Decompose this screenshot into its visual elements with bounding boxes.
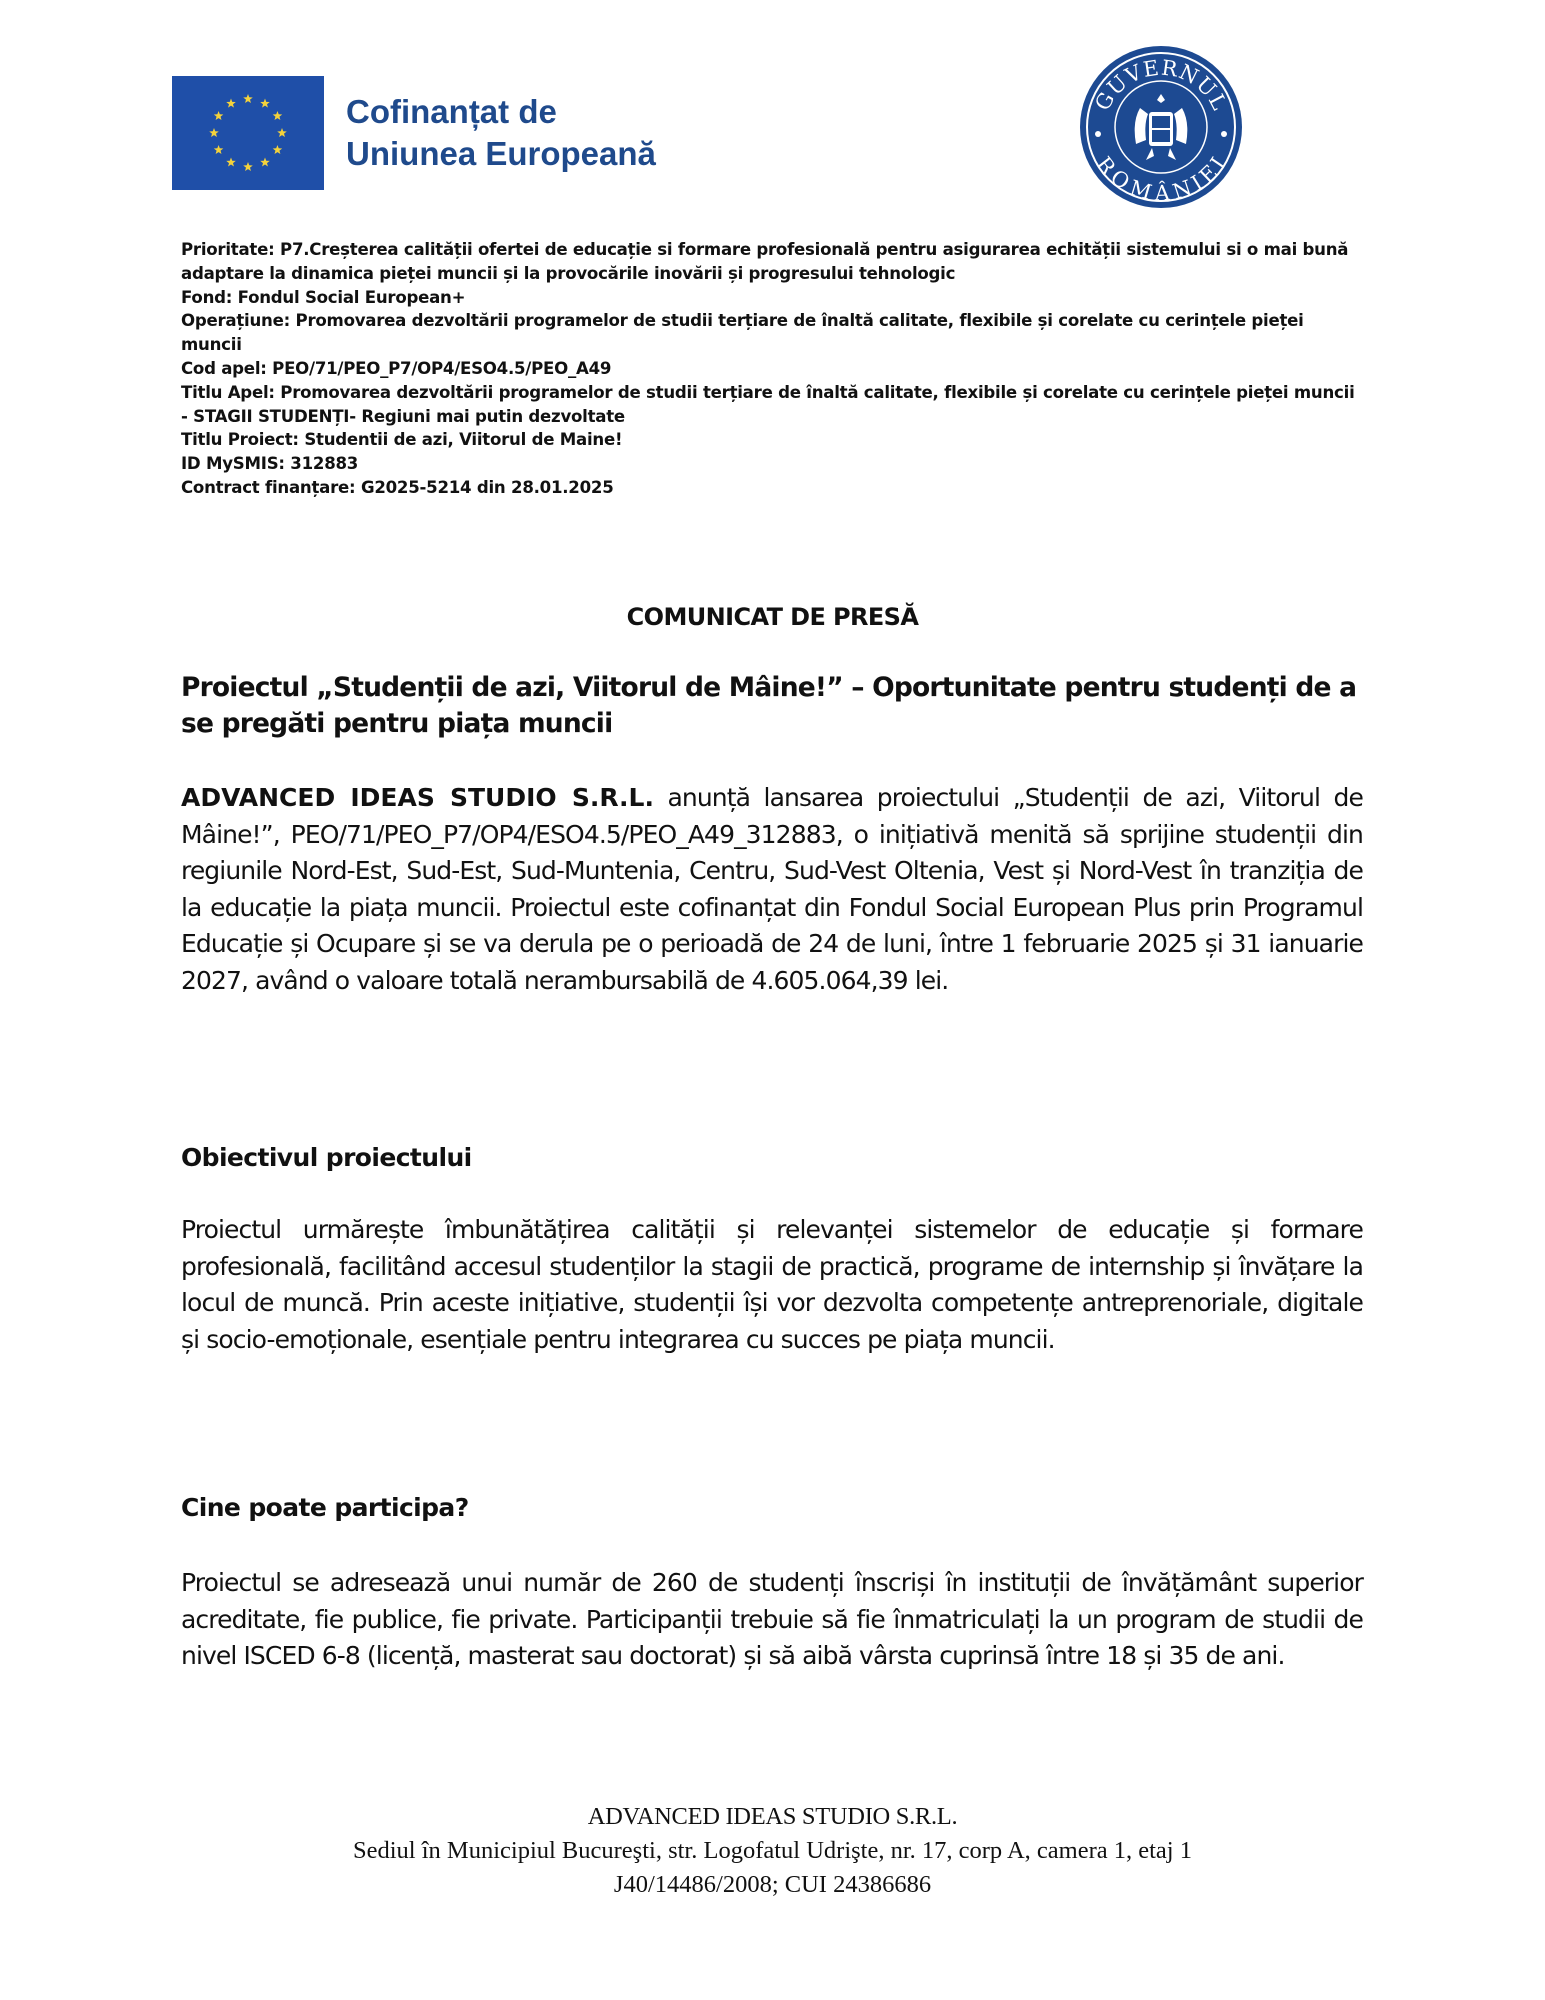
intro-text: anunță lansarea proiectului „Studenții de azi, Viitorul de Mâine!”, PEO/71/PEO_P7/OP4/ESO4.5/PEO_A49_312883, o inițiativă menită să sprijine studenții din regiunile Nord-Est, Sud-Est, Sud-Muntenia, Centru, Sud-Vest Oltenia, Vest și Nord-Vest în tranziția de la educație la piața muncii. Proiectul este cofinanțat din Fondul Social European Plus prin Programul Educație și Ocupare și se va derula pe o perioadă de 24 de luni, între 1 februarie 2025 și 31 ianuarie 2027, având o valoare totală nerambursabilă de 4.605.064,39 lei. — [181, 783, 1363, 995]
eu-logo-line1: Cofinanțat de — [346, 93, 557, 130]
meta-call-title: Titlu Apel: Promovarea dezvoltării programelor de studii terțiare de înaltă calitate, flexibile și corelate cu cerințele pieței muncii - STAGII STUDENȚI- Regiuni mai putin dezvoltate — [181, 382, 1355, 426]
eu-star-icon — [273, 111, 283, 120]
section-text-participants: Proiectul se adresează unui număr de 260 de studenți înscriși în instituții de învățământ superior acreditate, fie publice, fie private. Participanții trebuie să fie înmatriculați la un program de studii de nivel ISCED 6-8 (licență, masterat sau doctorat) și să aibă vârsta cuprinsă între 18 și 35 de ani. — [181, 1568, 1363, 1671]
meta-priority: Prioritate: P7.Creșterea calității ofertei de educație si formare profesională pentru asigurarea echității sistemului si o mai bună adaptare la dinamica pieței muncii și la provocările inovării și progresului tehnologic — [181, 240, 1349, 283]
intro-paragraph — [181, 780, 1363, 1000]
eu-logo-line2: Uniunea Europeană — [346, 135, 656, 172]
eu-star-icon — [243, 162, 253, 171]
eu-star-icon — [214, 111, 224, 120]
funding-metadata — [181, 238, 1361, 500]
eu-flag-icon — [172, 76, 324, 190]
eu-star-icon — [209, 128, 219, 137]
section-text-objective: Proiectul urmărește îmbunătățirea calității și relevanței sistemelor de educație și formare profesională, facilitând accesul studenților la stagii de practică, programe de internship și învățare la locul de muncă. Prin aceste inițiative, studenții își vor dezvolta competențe antreprenoriale, digitale și socio-emoționale, esențiale pentru integrarea cu succes pe piața muncii. — [181, 1215, 1363, 1354]
meta-operation: Operațiune: Promovarea dezvoltării programelor de studii terțiare de înaltă calitate, flexibile și corelate cu cerințele pieței muncii — [181, 311, 1304, 355]
romanian-government-seal-icon — [1078, 44, 1244, 210]
eu-star-icon — [260, 157, 270, 166]
meta-project-title: Titlu Proiect: Studentii de azi, Viitorul de Maine! — [181, 430, 623, 450]
footer-company-name: ADVANCED IDEAS STUDIO S.R.L. — [587, 1803, 958, 1830]
seal-bottom-text: ROMÂNIEI — [1091, 152, 1231, 206]
eu-star-icon — [226, 157, 236, 166]
footer-registration: J40/14486/2008; CUI 24386686 — [613, 1871, 932, 1898]
meta-fund: Fond: Fondul Social European+ — [181, 287, 466, 307]
eu-logo-text — [346, 91, 656, 175]
footer-address: Sediul în Municipiul Bucureşti, str. Logofatul Udrişte, nr. 17, corp A, camera 1, etaj 1 — [353, 1837, 1192, 1864]
meta-mysmis-id: ID MySMIS: 312883 — [181, 454, 359, 474]
meta-contract: Contract finanțare: G2025-5214 din 28.01.2025 — [181, 477, 614, 497]
press-release-headline: Proiectul „Studenții de azi, Viitorul de Mâine!” – Oportunitate pentru studenți de a se pregăti pentru piața muncii — [181, 672, 1357, 739]
eu-cofinancing-logo — [172, 76, 656, 190]
meta-call-code: Cod apel: PEO/71/PEO_P7/OP4/ESO4.5/PEO_A49 — [181, 358, 612, 378]
press-release-title: COMUNICAT DE PRESĂ — [626, 603, 919, 631]
eu-star-icon — [243, 94, 253, 103]
eu-star-icon — [214, 145, 224, 154]
section-heading-objective: Obiectivul proiectului — [181, 1143, 472, 1172]
seal-top-text: GUVERNUL — [1090, 55, 1232, 115]
eu-star-icon — [273, 145, 283, 154]
eu-star-icon — [260, 99, 270, 108]
company-name: ADVANCED IDEAS STUDIO S.R.L. — [181, 783, 654, 812]
eu-star-icon — [277, 128, 287, 137]
eu-star-icon — [226, 99, 236, 108]
section-heading-participants: Cine poate participa? — [181, 1493, 469, 1522]
company-footer — [0, 1800, 1545, 1902]
